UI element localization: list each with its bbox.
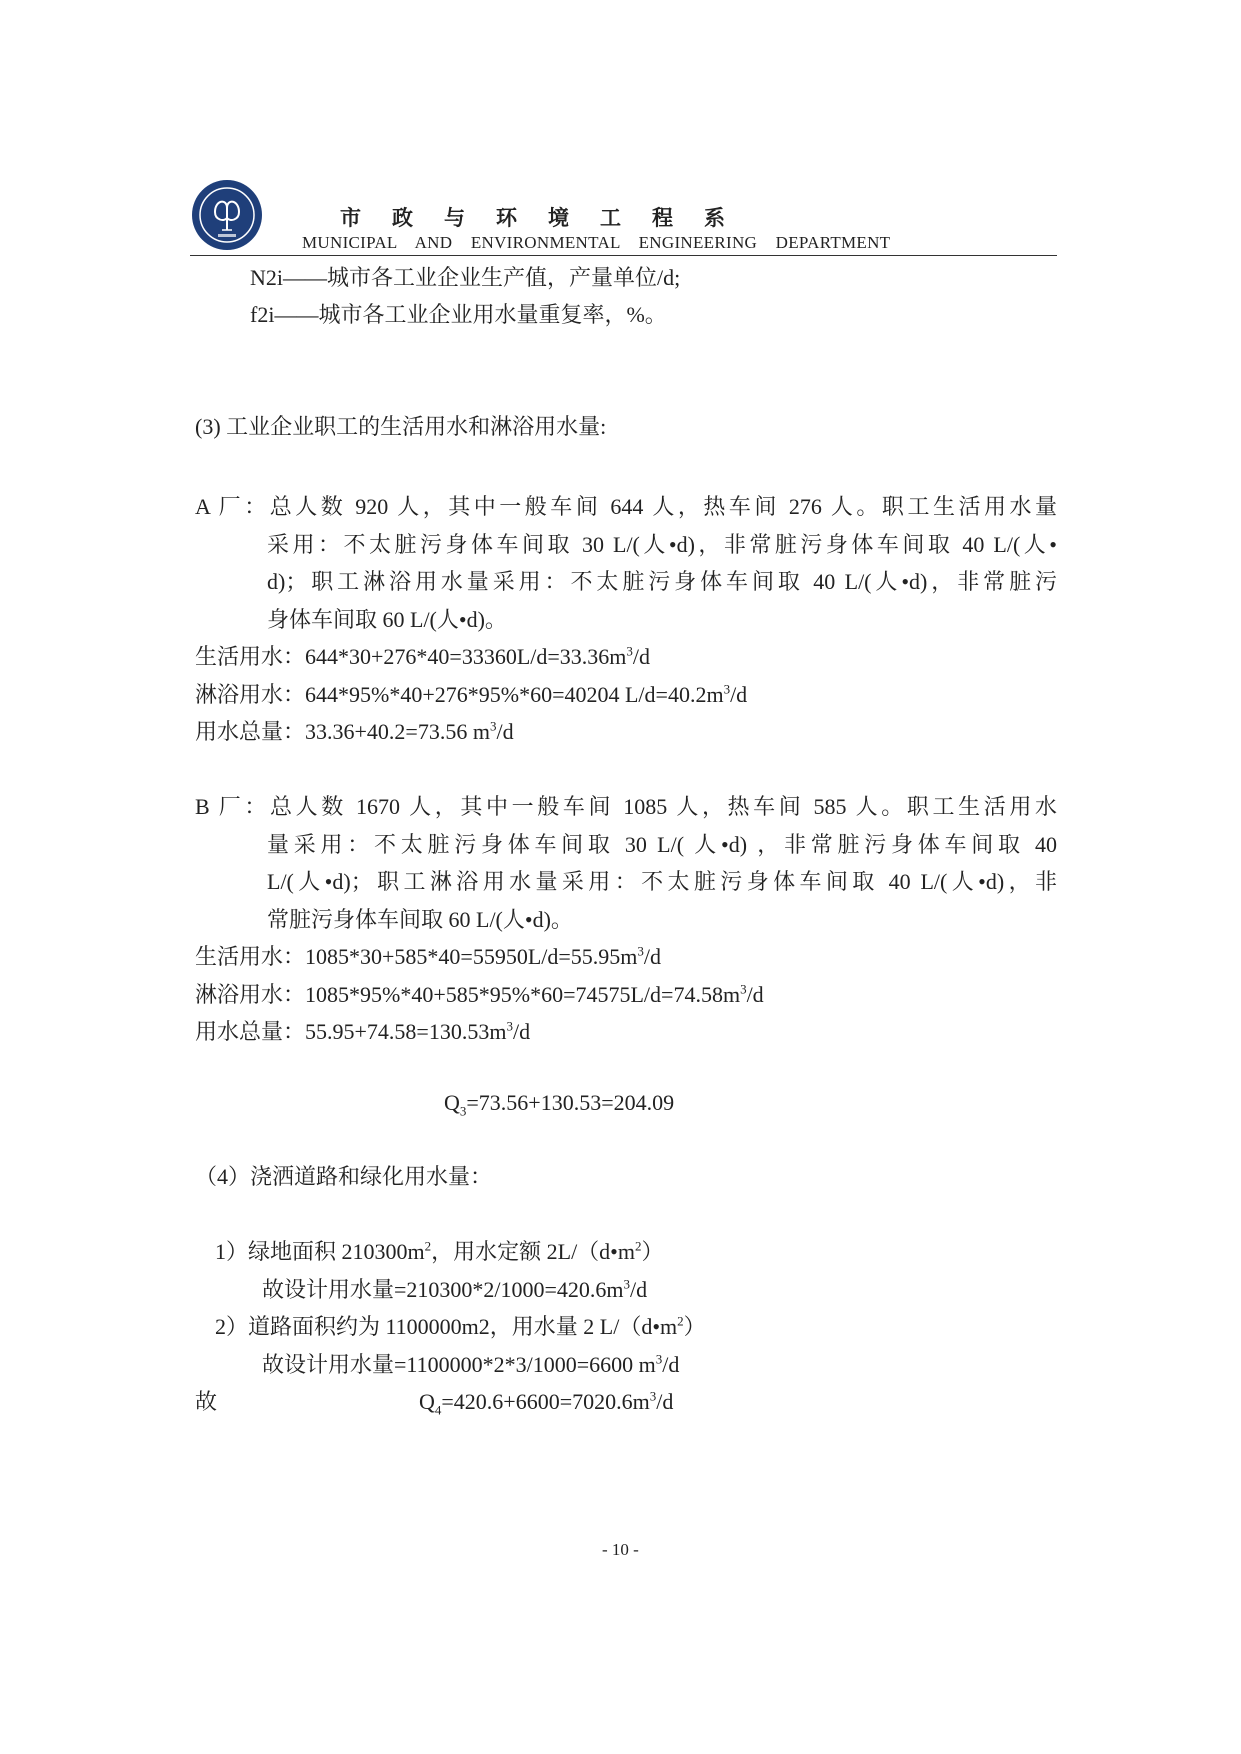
factory-b-total-water: 用水总量：$55.95+74.58=130.53m^3/d$ <box>195 1018 531 1044</box>
department-name-english: MUNICIPAL AND ENVIRONMENTAL ENGINEERING DEPARTMENT <box>302 233 891 252</box>
page-number: - 10 - <box>602 1540 639 1559</box>
factory-b-line-4: 常脏污身体车间取 60 L/(人•d)。 <box>267 906 573 932</box>
definition-f2i: f2i——城市各工业企业用水量重复率，%。 <box>250 302 667 327</box>
factory-b-line-2: 量采用：不太脏污身体车间取 30 L/( 人•d) ，非常脏污身体车间取 40 <box>267 831 1057 857</box>
factory-a-line-3: d)；职工淋浴用水量采用：不太脏污身体车间取 40 L/(人•d)，非常脏污 <box>267 569 1057 594</box>
factory-a-line-2: 采用：不太脏污身体车间取 30 L/(人•d)，非常脏污身体车间取 40 L/(人• <box>267 531 1057 557</box>
green-area-item: 1）绿地面积 $210300m^2$，用水定额 $2L/(d•m^2)$ <box>215 1238 664 1264</box>
green-area-calc: 故设计用水量$=210300*2/1000=420.6m^3/d$ <box>262 1276 648 1302</box>
q4-equation: $Q_4=420.6+6600=7020.6m^3/d$ <box>419 1388 674 1418</box>
factory-b-living-water: 生活用水：$1085*30+585*40=55950L/d=55.95m^3/d$ <box>195 943 662 969</box>
road-area-item: 2）道路面积约为 1100000m2，用水量 2 $L/(d•m^2)$ <box>215 1313 706 1339</box>
factory-a-line-1: A 厂：总人数 920 人，其中一般车间 644 人，热车间 276 人。职工生活用水量 <box>195 494 1057 519</box>
factory-b-line-1: B 厂：总人数 1670 人，其中一般车间 1085 人，热车间 585 人。职工生活用水 <box>195 794 1057 819</box>
factory-b-line-3: L/(人•d)；职工淋浴用水量采用：不太脏污身体车间取 40 L/(人•d)，非 <box>267 869 1057 894</box>
section-4-title: （4）浇洒道路和绿化用水量： <box>195 1164 493 1189</box>
factory-a-paragraph <box>195 488 1057 751</box>
department-logo <box>190 178 264 252</box>
header-rule <box>190 255 1057 256</box>
factory-a-total-water: 用水总量：33.36+40.2=73.56 $m^3/d$ <box>195 718 514 744</box>
q4-label: 故 <box>195 1389 218 1414</box>
factory-a-shower-water: 淋浴用水：644*95%*40+276*95%*60=40204 $L/d=40.2m^3/d$ <box>195 681 748 707</box>
q3-equation: $Q_3=73.56+130.53=204.09$ <box>444 1090 675 1119</box>
road-area-calc: 故设计用水量=1100000*2*3/1000=6600 $m^3/d$ <box>262 1351 680 1377</box>
factory-a-living-water: 生活用水：$644*30+276*40=33360L/d=33.36m^3/d$ <box>195 643 651 669</box>
department-name-chinese: 市政与环境工程系 <box>340 205 756 230</box>
section-3-title: (3) 工业企业职工的生活用水和淋浴用水量: <box>195 414 607 439</box>
factory-b-paragraph <box>195 788 1057 1051</box>
factory-a-line-4: 身体车间取 60 L/(人•d)。 <box>267 606 507 632</box>
factory-b-shower-water: 淋浴用水：$1085*95\%*40+585*95\%*60=74575L/d=74.58m^3/d$ <box>195 981 764 1007</box>
definition-n2i: N2i——城市各工业企业生产值，产量单位/d; <box>250 265 681 290</box>
